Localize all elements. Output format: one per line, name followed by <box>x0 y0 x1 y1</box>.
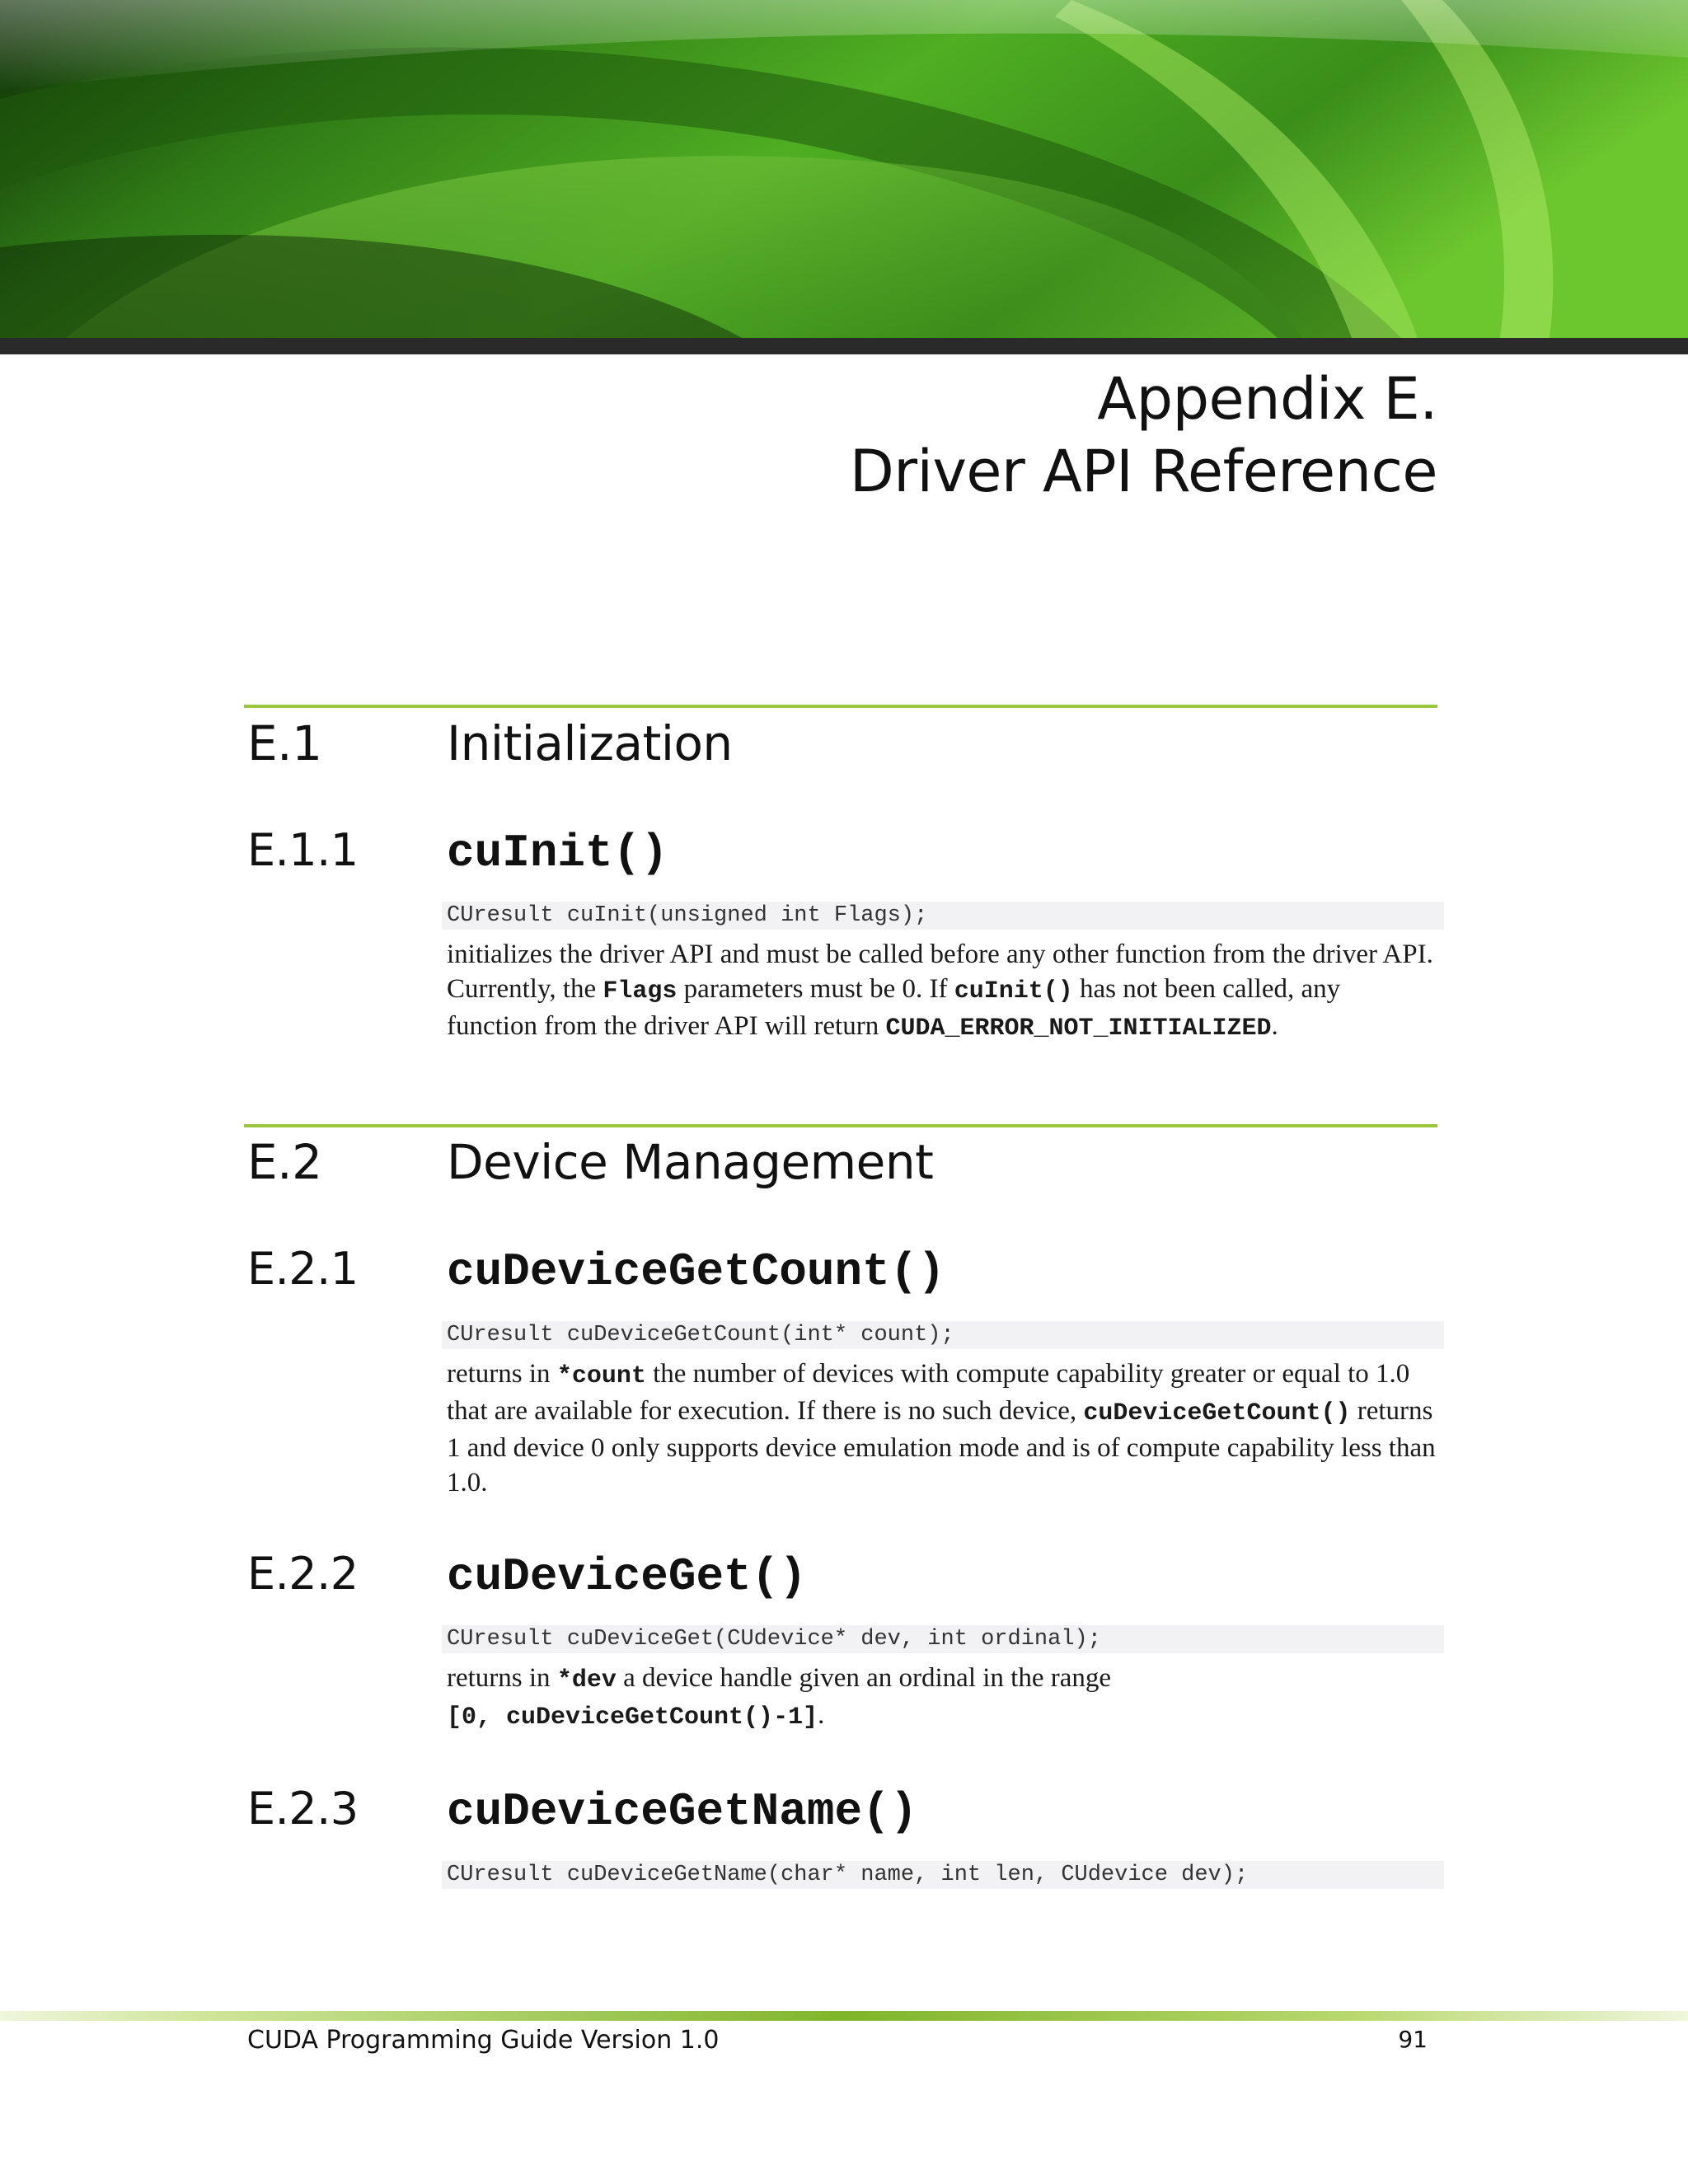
paragraph-text: returns in <box>447 1359 557 1389</box>
paragraph-text: parameters must be 0. If <box>677 974 954 1004</box>
subsection-number: E.2.3 <box>247 1783 359 1835</box>
paragraph-text: . <box>1271 1011 1278 1041</box>
function-signature: CUresult cuInit(unsigned int Flags); <box>442 902 1444 930</box>
footer-band <box>0 2011 1688 2021</box>
paragraph-text: the number of devices with compute capability greater or equal to 1.0 that are available for execution. If there is no such device, <box>447 1359 1410 1426</box>
header-banner <box>0 0 1688 354</box>
paragraph-text: a device handle given an ordinal in the range <box>616 1663 1111 1693</box>
paragraph-text: . <box>818 1700 825 1730</box>
section-title: Initialization <box>447 715 733 771</box>
function-signature: CUresult cuDeviceGetName(char* name, int len, CUdevice dev); <box>442 1861 1444 1889</box>
inline-code: cuDeviceGetCount() <box>1083 1399 1351 1427</box>
subsection-title: cuDeviceGet() <box>447 1550 807 1603</box>
subsection-number: E.1.1 <box>247 824 359 876</box>
paragraph-text: initializes the driver API and must be called before any other function from the driver API. Currently, the <box>447 940 1433 1004</box>
paragraph <box>447 937 1436 1046</box>
subsection-number: E.2.2 <box>247 1548 359 1600</box>
subsection-title: cuDeviceGetCount() <box>447 1245 945 1298</box>
subsection-title: cuInit() <box>447 827 668 879</box>
inline-code: CUDA_ERROR_NOT_INITIALIZED <box>885 1015 1272 1043</box>
section-rule <box>244 1124 1437 1127</box>
section-title: Device Management <box>447 1134 934 1190</box>
section-number: E.1 <box>247 715 322 771</box>
paragraph <box>447 1357 1436 1500</box>
inline-code: cuInit() <box>954 977 1073 1005</box>
paragraph-text: returns in <box>447 1663 557 1693</box>
subsection-number: E.2.1 <box>247 1243 359 1295</box>
inline-code: *count <box>556 1362 646 1390</box>
function-signature: CUresult cuDeviceGetCount(int* count); <box>442 1321 1444 1349</box>
function-signature: CUresult cuDeviceGet(CUdevice* dev, int ordinal); <box>442 1625 1444 1653</box>
page-number: 91 <box>1398 2026 1428 2053</box>
paragraph-text: has not been called, any function from the driver API will return <box>447 974 1341 1041</box>
paragraph-text: returns 1 and device 0 only supports device emulation mode and is of compute capability less than 1.0. <box>447 1396 1436 1497</box>
inline-code: Flags <box>603 977 678 1005</box>
section-number: E.2 <box>247 1134 322 1190</box>
inline-code: *dev <box>556 1666 617 1694</box>
paragraph <box>447 1661 1436 1735</box>
section-rule <box>244 705 1437 708</box>
inline-code: [0, cuDeviceGetCount()-1] <box>447 1704 818 1732</box>
appendix-title <box>850 363 1437 508</box>
appendix-label: Appendix E. <box>1097 365 1437 433</box>
subsection-title: cuDeviceGetName() <box>447 1785 918 1838</box>
appendix-subtitle: Driver API Reference <box>849 438 1437 505</box>
green-swoosh-graphic <box>0 0 1688 354</box>
footer-doc-title: CUDA Programming Guide Version 1.0 <box>247 2026 720 2055</box>
